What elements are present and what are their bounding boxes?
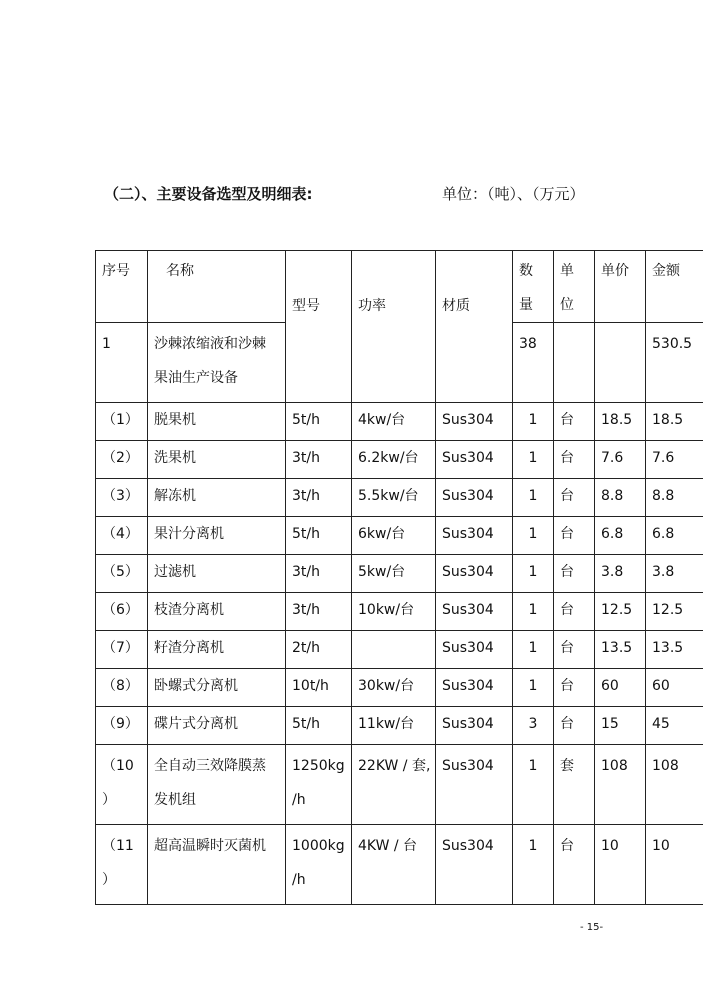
row-model: 2t/h	[286, 631, 352, 669]
table-row	[96, 745, 703, 825]
row-name: 碟片式分离机	[148, 707, 286, 745]
group-unit	[554, 323, 595, 403]
row-amount: 12.5	[646, 593, 703, 631]
row-unit: 台	[554, 403, 595, 441]
row-quantity: 3	[513, 707, 554, 745]
table-row	[96, 593, 703, 631]
row-name: 卧螺式分离机	[148, 669, 286, 707]
row-material: Sus304	[436, 403, 513, 441]
row-seq: （1）	[96, 403, 148, 441]
row-name: 脱果机	[148, 403, 286, 441]
row-unit-price: 12.5	[595, 593, 646, 631]
row-model: 3t/h	[286, 479, 352, 517]
group-unit-price	[595, 323, 646, 403]
unit-note: 单位：（吨）、（万元）	[442, 185, 585, 203]
row-power: 11kw/台	[352, 707, 436, 745]
table-row	[96, 631, 703, 669]
row-name: 解冻机	[148, 479, 286, 517]
row-model: 5t/h	[286, 517, 352, 555]
row-quantity: 1	[513, 441, 554, 479]
table-row	[96, 441, 703, 479]
table-header-row	[96, 251, 703, 323]
row-unit-price: 10	[595, 825, 646, 905]
row-amount: 60	[646, 669, 703, 707]
row-name: 籽渣分离机	[148, 631, 286, 669]
row-unit: 台	[554, 479, 595, 517]
row-material: Sus304	[436, 669, 513, 707]
row-power: 5kw/台	[352, 555, 436, 593]
row-quantity: 1	[513, 517, 554, 555]
row-unit: 台	[554, 825, 595, 905]
row-unit-price: 6.8	[595, 517, 646, 555]
row-name: 全自动三效降膜蒸发机组	[148, 745, 286, 825]
row-unit-price: 3.8	[595, 555, 646, 593]
table-row	[96, 479, 703, 517]
row-material: Sus304	[436, 745, 513, 825]
row-amount: 108	[646, 745, 703, 825]
row-name: 果汁分离机	[148, 517, 286, 555]
table-row	[96, 555, 703, 593]
row-model: 1250kg /h	[286, 745, 352, 825]
row-power: 6kw/台	[352, 517, 436, 555]
row-unit-price: 8.8	[595, 479, 646, 517]
header-unit-price: 单价	[595, 251, 646, 323]
row-amount: 45	[646, 707, 703, 745]
row-unit: 台	[554, 441, 595, 479]
row-material: Sus304	[436, 479, 513, 517]
row-seq: （3）	[96, 479, 148, 517]
row-seq: （2）	[96, 441, 148, 479]
row-quantity: 1	[513, 479, 554, 517]
row-material: Sus304	[436, 593, 513, 631]
header-model: 型号	[286, 251, 352, 403]
row-power: 6.2kw/台	[352, 441, 436, 479]
row-unit-price: 15	[595, 707, 646, 745]
row-power: 4KW / 台	[352, 825, 436, 905]
row-name: 过滤机	[148, 555, 286, 593]
header-name: 名称	[148, 251, 286, 323]
row-seq: （10 ）	[96, 745, 148, 825]
header-material: 材质	[436, 251, 513, 403]
row-power: 22KW / 套,	[352, 745, 436, 825]
row-amount: 18.5	[646, 403, 703, 441]
row-model: 5t/h	[286, 707, 352, 745]
row-unit: 台	[554, 555, 595, 593]
group-amount: 530.5	[646, 323, 703, 403]
row-seq: （6）	[96, 593, 148, 631]
row-material: Sus304	[436, 517, 513, 555]
table-row	[96, 403, 703, 441]
row-quantity: 1	[513, 745, 554, 825]
row-seq: （9）	[96, 707, 148, 745]
header-quantity: 数 量	[513, 251, 554, 323]
equipment-table	[95, 250, 703, 905]
row-quantity: 1	[513, 593, 554, 631]
header-seq: 序号	[96, 251, 148, 323]
row-power: 5.5kw/台	[352, 479, 436, 517]
table-row	[96, 825, 703, 905]
row-material: Sus304	[436, 631, 513, 669]
row-seq: （4）	[96, 517, 148, 555]
row-unit: 套	[554, 745, 595, 825]
row-seq: （11 ）	[96, 825, 148, 905]
row-name: 洗果机	[148, 441, 286, 479]
row-unit: 台	[554, 707, 595, 745]
table-row	[96, 517, 703, 555]
row-model: 3t/h	[286, 555, 352, 593]
row-unit-price: 13.5	[595, 631, 646, 669]
row-quantity: 1	[513, 631, 554, 669]
row-amount: 10	[646, 825, 703, 905]
row-seq: （5）	[96, 555, 148, 593]
row-material: Sus304	[436, 707, 513, 745]
header-amount: 金额	[646, 251, 703, 323]
page-number: - 15-	[580, 922, 604, 933]
row-amount: 7.6	[646, 441, 703, 479]
row-power	[352, 631, 436, 669]
row-amount: 8.8	[646, 479, 703, 517]
row-unit-price: 18.5	[595, 403, 646, 441]
row-material: Sus304	[436, 441, 513, 479]
row-amount: 3.8	[646, 555, 703, 593]
row-name: 枝渣分离机	[148, 593, 286, 631]
row-model: 3t/h	[286, 593, 352, 631]
row-amount: 13.5	[646, 631, 703, 669]
row-quantity: 1	[513, 825, 554, 905]
row-power: 4kw/台	[352, 403, 436, 441]
row-quantity: 1	[513, 555, 554, 593]
row-unit-price: 60	[595, 669, 646, 707]
header-unit: 单 位	[554, 251, 595, 323]
table-row	[96, 707, 703, 745]
row-unit: 台	[554, 593, 595, 631]
row-name: 超高温瞬时灭菌机	[148, 825, 286, 905]
row-material: Sus304	[436, 555, 513, 593]
row-power: 30kw/台	[352, 669, 436, 707]
row-power: 10kw/台	[352, 593, 436, 631]
row-seq: （8）	[96, 669, 148, 707]
row-model: 10t/h	[286, 669, 352, 707]
row-material: Sus304	[436, 825, 513, 905]
row-seq: （7）	[96, 631, 148, 669]
row-model: 1000kg /h	[286, 825, 352, 905]
header-power: 功率	[352, 251, 436, 403]
row-quantity: 1	[513, 403, 554, 441]
row-unit-price: 7.6	[595, 441, 646, 479]
row-model: 3t/h	[286, 441, 352, 479]
section-heading: （二）、主要设备选型及明细表:	[104, 185, 313, 203]
row-amount: 6.8	[646, 517, 703, 555]
row-quantity: 1	[513, 669, 554, 707]
row-unit: 台	[554, 631, 595, 669]
group-name: 沙棘浓缩液和沙棘果油生产设备	[148, 323, 286, 403]
group-seq: 1	[96, 323, 148, 403]
row-unit-price: 108	[595, 745, 646, 825]
row-unit: 台	[554, 669, 595, 707]
group-quantity: 38	[513, 323, 554, 403]
table-row	[96, 669, 703, 707]
row-unit: 台	[554, 517, 595, 555]
row-model: 5t/h	[286, 403, 352, 441]
